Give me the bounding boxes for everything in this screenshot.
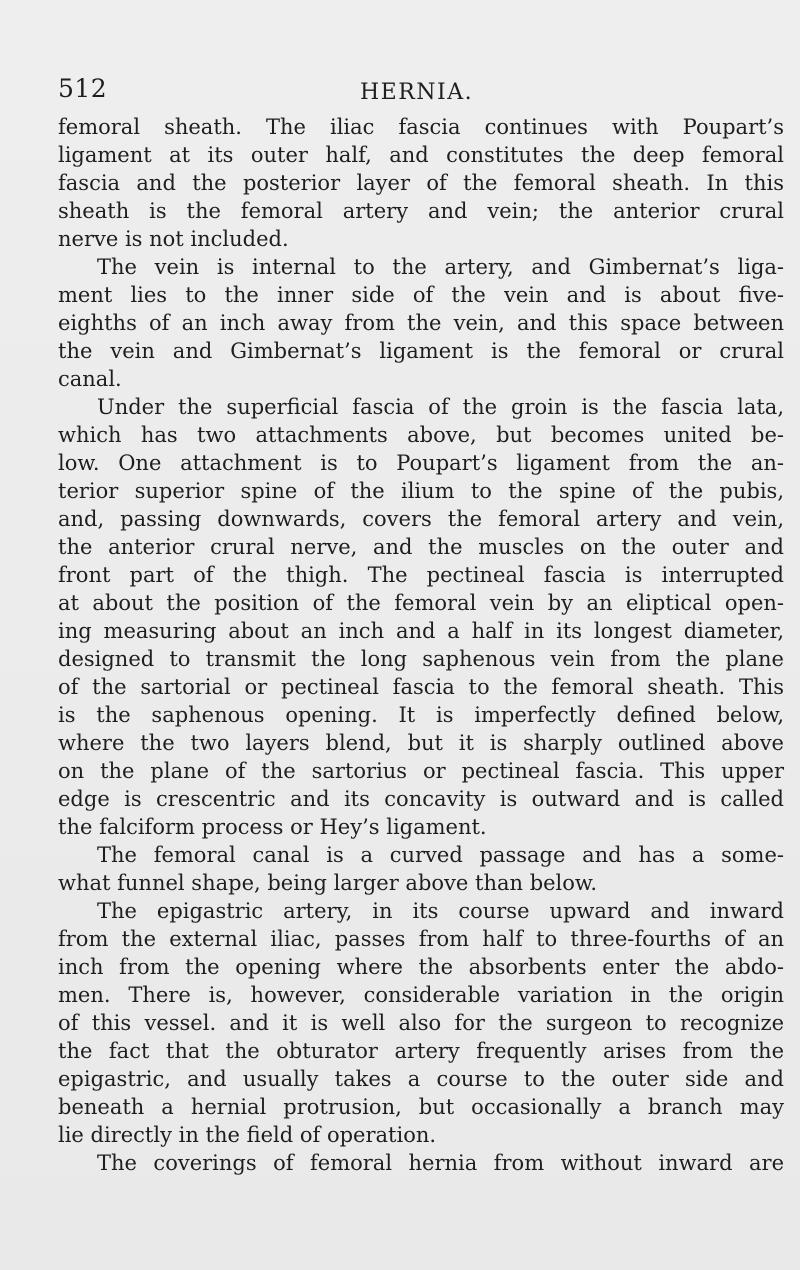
text-line: which has two attachments above, but becomes united be- — [58, 423, 784, 447]
text-line: ligament at its outer half, and constitutes the deep femoral — [58, 143, 784, 167]
text-line: inch from the opening where the absorbents enter the abdo- — [58, 955, 784, 979]
text-line: the vein and Gimbernat’s ligament is the femoral or crural — [58, 339, 784, 363]
text-line: where the two layers blend, but it is sharply outlined above — [58, 731, 784, 755]
text-line: The femoral canal is a curved passage and has a some- — [97, 843, 784, 867]
text-line: The epigastric artery, in its course upward and inward — [97, 899, 784, 923]
text-line: is the saphenous opening. It is imperfectly defined below, — [58, 703, 784, 727]
text-line: the falciform process or Hey’s ligament. — [58, 815, 487, 839]
text-line: femoral sheath. The iliac fascia continues with Poupart’s — [58, 115, 784, 139]
text-line: edge is crescentric and its concavity is outward and is called — [58, 787, 784, 811]
text-line: front part of the thigh. The pectineal fascia is interrupted — [58, 563, 784, 587]
text-line: ment lies to the inner side of the vein and is about five- — [58, 283, 784, 307]
text-line: ing measuring about an inch and a half in its longest diameter, — [58, 619, 784, 643]
text-line: at about the position of the femoral vein by an eliptical open- — [58, 591, 784, 615]
text-line: epigastric, and usually takes a course to the outer side and — [58, 1067, 784, 1091]
text-line: terior superior spine of the ilium to the spine of the pubis, — [58, 479, 784, 503]
text-line: Under the superficial fascia of the groin is the fascia lata, — [97, 395, 784, 419]
text-line: nerve is not included. — [58, 227, 289, 251]
text-line: of this vessel. and it is well also for the surgeon to recognize — [58, 1011, 784, 1035]
text-line: lie directly in the field of operation. — [58, 1123, 437, 1147]
text-line: fascia and the posterior layer of the femoral sheath. In this — [58, 171, 784, 195]
text-line: low. One attachment is to Poupart’s ligament from the an- — [58, 451, 784, 475]
text-line: eighths of an inch away from the vein, and this space between — [58, 311, 784, 335]
text-line: men. There is, however, considerable variation in the origin — [58, 983, 784, 1007]
text-line: the anterior crural nerve, and the muscles on the outer and — [58, 535, 784, 559]
text-line: sheath is the femoral artery and vein; the anterior crural — [58, 199, 784, 223]
text-line: The coverings of femoral hernia from without inward are — [97, 1151, 784, 1175]
page-number: 512 — [58, 74, 108, 103]
text-line: beneath a hernial protrusion, but occasionally a branch may — [58, 1095, 784, 1119]
body-text — [58, 113, 784, 1177]
text-line: The vein is internal to the artery, and Gimbernat’s liga- — [97, 255, 784, 279]
text-line: canal. — [58, 367, 122, 391]
text-line: designed to transmit the long saphenous vein from the plane — [58, 647, 784, 671]
text-line: and, passing downwards, covers the femoral artery and vein, — [58, 507, 784, 531]
text-line: on the plane of the sartorius or pectineal fascia. This upper — [58, 759, 784, 783]
text-line: what funnel shape, being larger above than below. — [58, 871, 598, 895]
text-line: from the external iliac, passes from half to three-fourths of an — [58, 927, 784, 951]
running-head: HERNIA. — [360, 80, 474, 105]
text-line: the fact that the obturator artery frequently arises from the — [58, 1039, 784, 1063]
text-line: of the sartorial or pectineal fascia to the femoral sheath. This — [58, 675, 784, 699]
